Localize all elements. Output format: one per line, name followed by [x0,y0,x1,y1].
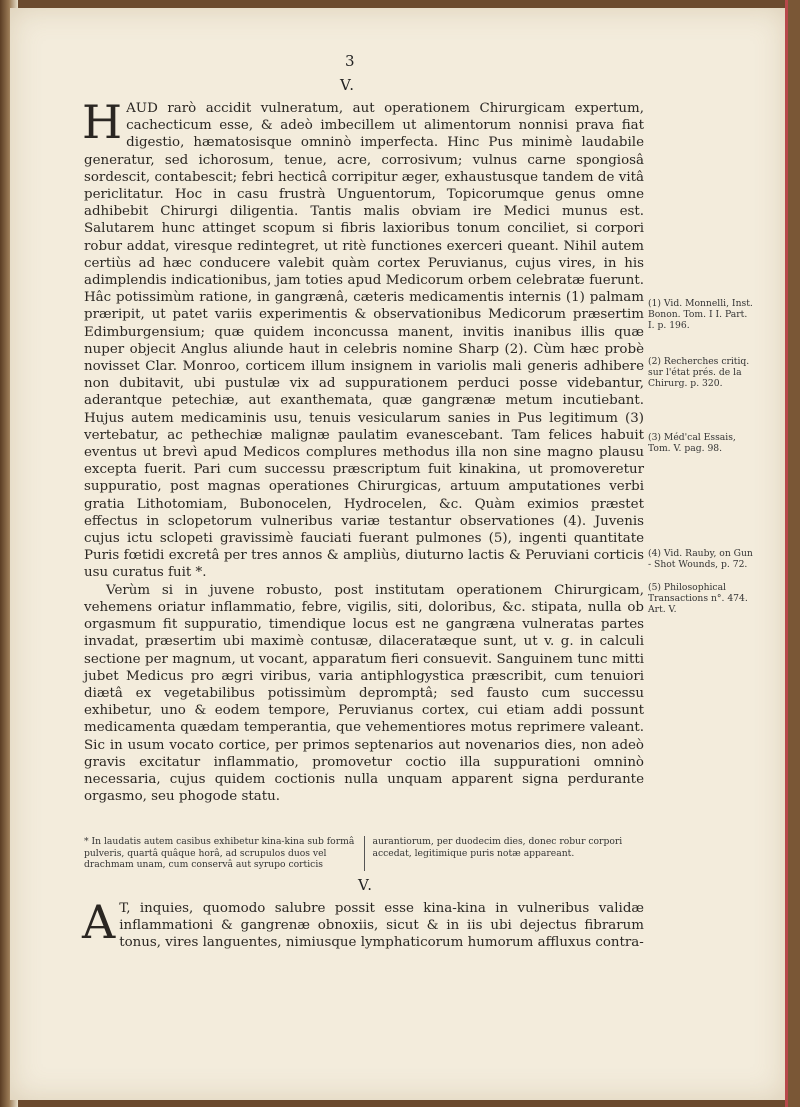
footnote-divider [364,836,365,871]
section-2-body [82,895,644,952]
margin-note-5: (5) Philosophical Transactions n°. 474. Art. V. [648,582,748,616]
paragraph-2: Verùm si in juvene robusto, post institutam operationem Chirurgicam, vehemens oriatur inflammatio, febre, vigilis, siti, doloribus, &c. stipata, nulla ob orgasmum fit suppuratio, timendique locus est ne gangræna vulneratas partes invadat, præsertim ubi maximè contusæ, dilaceratæque sunt, ut v. g. in calculi sectione per magnum, ut vocant, apparatum fieri consuevit. Sanguinem tunc mitti jubet Medicus pro ægri viribus, varia antiphlogystica præscribit, cum tenuiori diætâ ex vegetabilibus potissimùm depromptâ; sed fausto cum successu exhibetur, uno & eodem tempore, Peruvianus cortex, cui etiam addi possunt medicamenta quædam temperantia, que vehementiores motus reprimere valeant. Sic in usum vocato cortice, per primos septenarios aut novenarios dies, non adeò gravis excitatur inflammatio, promovetur coctio illa suppurationi omninò necessaria, cujus quidem coctionis nulla unquam apparent signa perdurante orgasmo, seu phogode statu. [84,582,644,805]
margin-note-2: (2) Recherches critiq. sur l'état prés. de la Chirurg. p. 320. [648,356,750,390]
book-edge [788,0,800,1107]
margin-note-3: (3) Méd'cal Essais, Tom. V. pag. 98. [648,432,736,455]
section-heading-1: V. [340,76,355,94]
margin-note-4: (4) Vid. Rauby, on Gun - Shot Wounds, p. 72. [648,548,753,571]
margin-note-1: (1) Vid. Monnelli, Inst. Bonon. Tom. I I. Part. I. p. 196. [648,298,753,332]
page-number: 3 [345,52,355,70]
paragraph-1-text: AUD rarò accidit vulneratum, aut operationem Chirurgicam expertum, cachecticum esse, & adeò imbecillem ut alimentorum nonnisi prava fiat digestio, hæmatosisque omninò imperfecta. Hinc Pus minimè laudabile generatur, sed ichorosum, tenue, acre, corrosivum; vulnus carne spongiosâ sordescit, contabescit; febri hecticâ corripitur æger, exhaustusque tandem de vitâ periclitatur. Hoc in casu frustrà Unguentorum, Topicorumque genus omne adhibebit Chirurgi diligentia. Tantis malis obviam ire Medici munus est. Salutarem hunc attinget scopum si fibris laxioribus tonum conciliet, si corpori robur addat, viresque redintegret, ut ritè functiones exerceri queant. Nihil autem certiùs ad hæc conducere valebit quàm cortex Peruvianus, cujus vires, in his adimplendis indicationibus, jam toties apud Medicorum orbem celebratæ fuerunt. Hâc potissimùm ratione, in gangrænâ, cæteris medicamentis internis (1) palmam præripit, ut patet variis experimentis & observationibus Medicorum præsertim Edimburgensium; quæ quidem inconcussa manent, invitis inanibus illis quæ nuper objecit Anglus aliunde haut in celebris nomine Sharp (2). Cùm hæc probè novisset Clar. Monroo, corticem illum insignem in variolis mali generis adhibere non dubitavit, ubi pustulæ vix ad suppurationem perduci posse videbantur, aderantque petechiæ, aut exanthemata, quæ gangrænæ metum incutiebant. Hujus autem medicaminis usu, tenuis vesicularum sanies in Pus legitimum (3) vertebatur, ac pethechiæ malignæ paulatim evanescebant. Tam felices habuit eventus ut brevì apud Medicos complures methodus illa non sine magno plausu excepta fuerit. Pari cum successu præscriptum fuit kinakina, ut promoveretur suppuratio, post magnas operationes Chirurgicas, artuum amputationes verbi gratia Lithotomiam, Bubonocelen, Hydrocelen, &c. Quàm eximios præstet effectus in sclopetorum vulneribus variæ testantur observationes (4). Juvenis cujus ictu sclopeti gravissimè fauciati fuerant pulmones (5), ingenti quantitate Puris fœtidi excretâ per tres annos & ampliùs, diuturno lactis & Peruviani corticis usu curatus fuit *. [84,101,644,581]
footnote-left: * In laudatis autem casibus exhibetur kina-kina sub formâ pulveris, quartâ quâque horâ, ad scrupulos duos vel drachmam unam, cum conservâ aut syrupo corticis [84,836,355,870]
section-2-paragraph [82,895,644,952]
drop-cap-a: A [82,895,116,949]
section-1-body [82,95,644,805]
footnotes [84,836,644,871]
section-2-text: T, inquies, quomodo salubre possit esse kina-kina in vulneribus validæ inflammationi & gangrenæ obnoxiis, sicut & in iis ubi dejectus fibrarum tonus, vires languentes, nimiusque lymphaticorum humorum affluxus contra- [119,901,644,951]
paragraph-1 [82,95,644,582]
drop-cap-h: H [82,95,123,149]
footnote-right: aurantiorum, per duodecim dies, donec robur corpori accedat, legitimique puris notæ appareant. [372,836,623,859]
section-heading-2: V. [358,876,373,894]
